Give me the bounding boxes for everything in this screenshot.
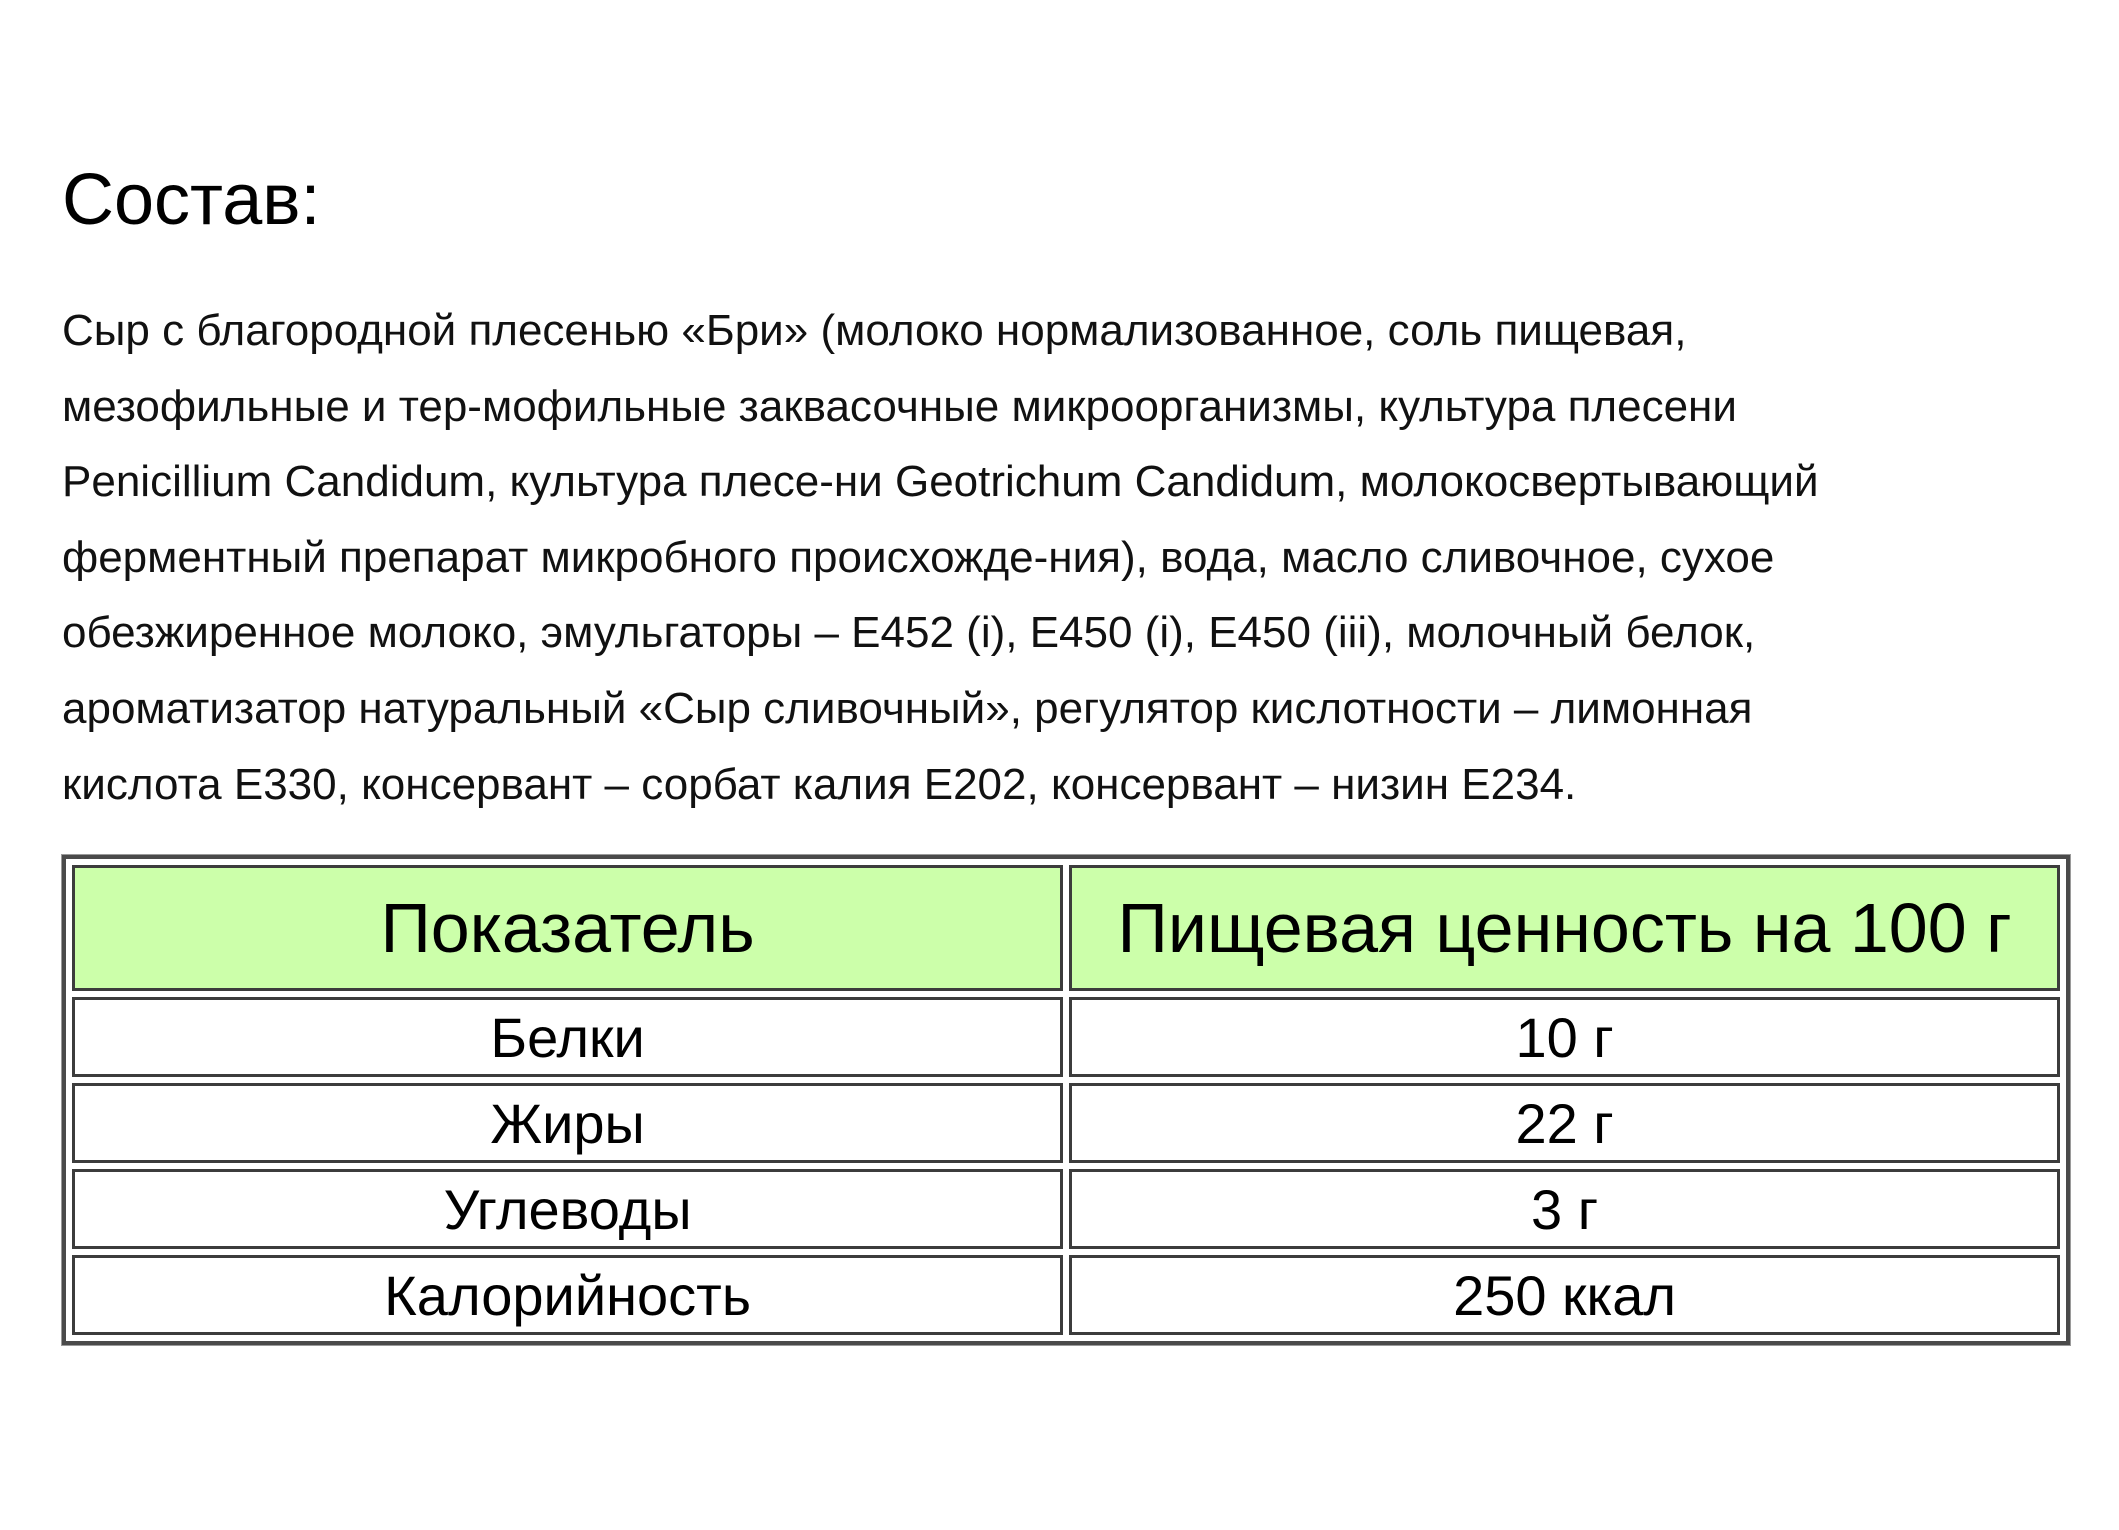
composition-text [62,293,2072,822]
composition-line: Penicillium Candidum, культура плесе-ни Geotrichum Candidum, молокосвертывающий [62,457,1819,507]
table-row [72,1083,2060,1163]
composition-line: мезофильные и тер-мофильные заквасочные микроорганизмы, культура плесени [62,381,1737,431]
composition-line: ароматизатор натуральный «Сыр сливочный», регулятор кислотности – лимонная [62,683,1753,733]
table-row [72,997,2060,1077]
composition-line: кислота Е330, консервант – сорбат калия Е202, консервант – низин Е234. [62,759,1577,809]
row-value: 250 ккал [1069,1255,2060,1335]
table-header-row [72,865,2060,991]
row-parameter: Белки [72,997,1063,1077]
composition-line: обезжиренное молоко, эмульгаторы – Е452 (i), Е450 (i), Е450 (iii), молочный белок, [62,608,1756,658]
table-row [72,1255,2060,1335]
composition-line: Сыр с благородной плесенью «Бри» (молоко нормализованное, соль пищевая, [62,306,1687,355]
row-value: 3 г [1069,1169,2060,1249]
composition-heading: Состав: [62,160,321,240]
header-parameter: Показатель [72,865,1063,991]
nutrition-table [62,855,2070,1345]
row-value: 22 г [1069,1083,2060,1163]
composition-line: ферментный препарат микробного происхожде-ния), вода, масло сливочное, сухое [62,532,1775,582]
table-row [72,1169,2060,1249]
header-nutritional-value: Пищевая ценность на 100 г [1069,865,2060,991]
row-value: 10 г [1069,997,2060,1077]
row-parameter: Жиры [72,1083,1063,1163]
row-parameter: Калорийность [72,1255,1063,1335]
row-parameter: Углеводы [72,1169,1063,1249]
